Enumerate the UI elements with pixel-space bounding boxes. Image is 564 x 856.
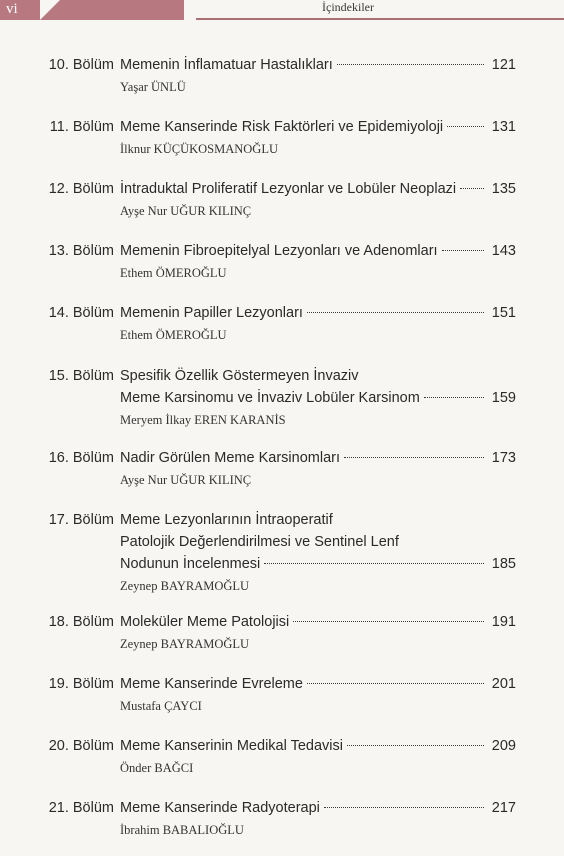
chapter-author: Ayşe Nur UĞUR KILINÇ [120, 204, 252, 218]
running-title: İçindekiler [322, 0, 374, 14]
chapter-title: Memenin Papiller Lezyonları [120, 305, 303, 321]
chapter-title: Meme Kanserinde Evreleme [120, 676, 303, 692]
toc-entry[interactable] [0, 119, 564, 157]
chapter-title: Meme Kanserinde Risk Faktörleri ve Epidemiyoloji [120, 119, 444, 135]
chapter-number: 12. Bölüm [48, 181, 114, 197]
dot-leader [347, 745, 484, 746]
dot-leader [293, 621, 484, 622]
chapter-number: 14. Bölüm [48, 305, 114, 321]
toc-entry[interactable] [0, 57, 564, 95]
toc-entry[interactable] [0, 512, 564, 594]
chapter-number: 19. Bölüm [48, 676, 114, 692]
page-reference: 201 [491, 676, 516, 692]
page-number: vi [6, 1, 18, 17]
chapter-author: Mustafa ÇAYCI [120, 699, 202, 713]
page-reference: 209 [491, 738, 516, 754]
dot-leader [447, 126, 484, 127]
chapter-number: 21. Bölüm [48, 800, 114, 816]
chapter-author: Zeynep BAYRAMOĞLU [120, 637, 250, 651]
chapter-title: Nadir Görülen Meme Karsinomları [120, 450, 340, 466]
page-reference: 121 [491, 57, 516, 73]
toc-entry[interactable] [0, 243, 564, 281]
chapter-author: Ethem ÖMEROĞLU [120, 328, 227, 342]
chapter-author: Meryem İlkay EREN KARANİS [120, 413, 286, 427]
chapter-number: 10. Bölüm [48, 57, 114, 73]
page-reference: 173 [491, 450, 516, 466]
chapter-title: Spesifik Özellik Göstermeyen İnvaziv [120, 368, 359, 384]
toc-entry[interactable] [0, 676, 564, 714]
toc-entry[interactable] [0, 181, 564, 219]
dot-leader [424, 397, 484, 398]
chapter-title: Memenin Fibroepitelyal Lezyonları ve Adenomları [120, 243, 438, 259]
chapter-title: Meme Lezyonlarının İntraoperatif [120, 512, 333, 528]
toc-entry[interactable] [0, 368, 564, 428]
page-reference: 143 [491, 243, 516, 259]
dot-leader [324, 807, 484, 808]
chapter-title: Memenin İnflamatuar Hastalıkları [120, 57, 333, 73]
toc-entry[interactable] [0, 614, 564, 652]
chapter-author: İbrahim BABALIOĞLU [120, 823, 244, 837]
toc-entry[interactable] [0, 738, 564, 776]
dot-leader [307, 683, 484, 684]
chapter-number: 20. Bölüm [48, 738, 114, 754]
dot-leader [442, 250, 484, 251]
chapter-author: Ayşe Nur UĞUR KILINÇ [120, 473, 252, 487]
chapter-author: Önder BAĞCI [120, 761, 194, 775]
toc-entry[interactable] [0, 450, 564, 488]
header-band-notch [40, 0, 60, 20]
chapter-title: İntraduktal Proliferatif Lezyonlar ve Lobüler Neoplazi [120, 181, 457, 197]
chapter-title: Meme Karsinomu ve İnvaziv Lobüler Karsinom [120, 390, 420, 406]
page-reference: 151 [491, 305, 516, 321]
toc-entry[interactable] [0, 800, 564, 838]
dot-leader [460, 188, 484, 189]
page-reference: 191 [491, 614, 516, 630]
toc-entry[interactable] [0, 305, 564, 343]
page-reference: 131 [491, 119, 516, 135]
chapter-number: 16. Bölüm [48, 450, 114, 466]
chapter-author: Yaşar ÜNLÜ [120, 80, 186, 94]
page-reference: 135 [491, 181, 516, 197]
chapter-title: Nodunun İncelenmesi [120, 556, 261, 572]
dot-leader [344, 457, 484, 458]
chapter-title: Moleküler Meme Patolojisi [120, 614, 290, 630]
chapter-number: 17. Bölüm [48, 512, 114, 528]
dot-leader [337, 64, 484, 65]
chapter-title: Meme Kanserinin Medikal Tedavisi [120, 738, 343, 754]
page-reference: 185 [491, 556, 516, 572]
page-reference: 159 [491, 390, 516, 406]
dot-leader [264, 563, 484, 564]
dot-leader [307, 312, 484, 313]
chapter-author: Zeynep BAYRAMOĞLU [120, 579, 250, 593]
header-color-band [0, 0, 184, 20]
chapter-title: Patolojik Değerlendirilmesi ve Sentinel Lenf [120, 534, 399, 550]
chapter-author: Ethem ÖMEROĞLU [120, 266, 227, 280]
chapter-author: İlknur KÜÇÜKOSMANOĞLU [120, 142, 278, 156]
chapter-number: 18. Bölüm [48, 614, 114, 630]
chapter-title: Meme Kanserinde Radyoterapi [120, 800, 320, 816]
page-reference: 217 [491, 800, 516, 816]
chapter-number: 11. Bölüm [49, 119, 114, 135]
header-rule [196, 18, 564, 20]
chapter-number: 15. Bölüm [48, 368, 114, 384]
chapter-number: 13. Bölüm [48, 243, 114, 259]
